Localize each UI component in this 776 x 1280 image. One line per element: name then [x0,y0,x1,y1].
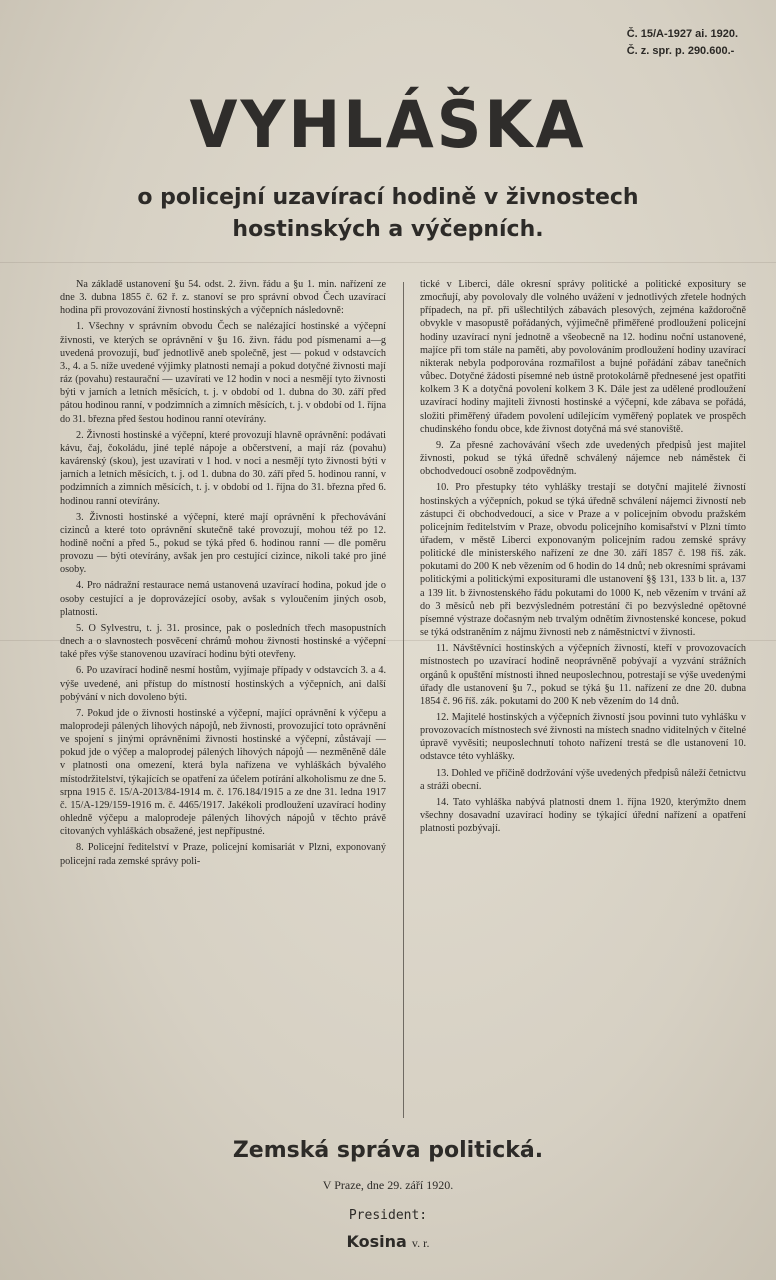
document-title: VYHLÁŠKA [189,86,587,163]
subtitle-line-1: o policejní uzavírací hodině v živnostech [137,185,639,210]
paragraph-2: 2. Živnosti hostinské a výčepní, které provozují hlavně oprávnění: podávati kávu, čaj, čokoládu, jiné teplé nápoje a občerstvení, a mají ráz (povahu) kavárenský (skou), jest uzavírati v 1 hod. v noci a nesmějí tyto živnosti býti v jarních a letních měsících, t. j. od 1. dubna do 30. září před 5. hodinou ranní, v podzimních a zimních měsících, t. j. v období od 1. října do 31. března před 6. hodinou ranní otevírány. [60,429,386,507]
president-label: President: [348,1208,428,1223]
reference-line-1: Č. 15/A-1927 ai. 1920. [626,28,738,40]
paragraph-13: 13. Dohled ve příčině dodržování výše uvedených předpisů náleží četnictvu a stráži obecní. [420,767,746,792]
issuing-authority: Zemská správa politická. [232,1138,544,1163]
subtitle-line-2: hostinských a výčepních. [232,217,544,242]
paragraph-8-continued: tické v Liberci, dále okresní správy politické a politické expositury se zmocňují, aby povolovaly dle volného uvážení v jednotlivých zřetele hodných případech, na př. při ušlechtilých zábavách plesových, zejména každoročně obvykle v masopustě pořádaných, výjimečně přiměřené prodloužení policejní hodiny uzavírací nyní jednotně a všeobecně na 12. hodinu noční ustanovené, majíce při tom stále na paměti, aby povolováním prodloužení hodiny uzavírací nikterak nebyla podporována rozmařilost a bujné pořádání zábav tanečních vůbec. Dotyčné žádosti písemné neb ústně protokolárně přednesené jest opatřiti kolkem 3 K a dotyčná povolení kolkem 3 K. Dále jest za udělené prodloužení uzavírací hodiny majiteli živnosti hostinské a výčepní, kde zábava se pořádá, složiti přiměřený úřadem povolení udílejícím vyměřený poplatek ve prospěch chudinského fondu obce, kde živnost dotyčná má své stanoviště. [420,279,746,435]
paragraph-11: 11. Návštěvníci hostinských a výčepních živností, kteří v provozovacích místnostech po uzavírací hodině neoprávněně pobývají a vyzvání strážních orgánů k opuštění místnosti ihned neuposlechnou, potrestají se výše uvedenými úřady dle ustanovení §u 7., pokud se týká §u 11. nařízení ze dne 20. dubna 1854 č. 96 říš. zák. pokutami do 200 K neb vězením do 14 dnů. [420,643,746,707]
paragraph-5: 5. O Sylvestru, t. j. 31. prosince, pak o posledních třech masopustních dnech a o slavnostech posvěcení chrámů mohou živnosti hostinské a výčepní také přes výše stanovenou uzavírací hodinu býti otevřeny. [60,622,386,661]
reference-line-2: Č. z. spr. p. 290.600.- [626,45,735,57]
signature [0,1232,776,1251]
paragraph-14: 14. Tato vyhláška nabývá platnosti dnem 1. října 1920, kterýmžto dnem všechny dosavadní uzavírací hodiny se týkající úřední nařízení a opatření platnosti pozbývají. [420,796,746,835]
paragraph-12: 12. Majitelé hostinských a výčepních živností jsou povinni tuto vyhlášku v provozovacích místnostech své živnosti na místech snadno viditelných v čitelné úpravě vyvěsiti; neuposlechnutí tohoto nařízení trestá se dle ustanovení 10. odstavce této vyhlášky. [420,712,746,763]
signature-suffix: v. r. [411,1236,430,1250]
paragraph-8: 8. Policejní ředitelství v Praze, policejní komisariát v Plzni, exponovaný policejní rada zemské správy poli- [60,842,386,867]
place-and-date: V Praze, dne 29. září 1920. [322,1178,454,1192]
column-divider [403,282,404,1118]
left-column [60,278,386,1122]
paragraph-7: 7. Pokud jde o živnosti hostinské a výčepní, mající oprávnění k výčepu a maloprodeji pálených lihových nápojů, neb živnosti, provozující toto oprávnění ve spojení s jinými oprávněními živnosti hostinské a výčepní, zůstávají — pokud jde o výčep a maloprodej pálených lihových nápojů — nezměněně dále v platnosti ona omezení, která byla nařízena ve vyhláškách bývalého místodržitelství, týkajících se opatření za účelem potírání alkoholismu ze dne 5. srpna 1915 č. 15/A-2013/84-1914 m. č. 176.184/1915 a ze dne 31. ledna 1917 č. 15/A-129/159-1916 m. č. 4465/1917. Jakékoli prodloužení uzavírací hodiny ohledně výčepu a maloprodeje pálených lihových nápojů v těchto právě citovaných vyhláškách obsažené, jest nepřípustné. [60,707,386,838]
fold-line [0,262,776,263]
paragraph-1: 1. Všechny v správním obvodu Čech se nalézající hostinské a výčepní živnosti, ve kterých se oprávnění v §u 16. živn. řádu pod písmenami a—g uvedená provozují, buď jednotlivě aneb společně, jest — pokud v odstavcích 3., 4. a 5. níže uvedené výjimky platnosti nemají a pokud dotyčné živnosti mají ráz (povahu) restaurační — uzavírati ve 12 hodin v noci a nesmějí tyto živnosti býti v jarních a letních měsících, t. j. v období od 1. dubna do 30. září před pátou hodinou ranní, v podzimních a zimních měsících, t. j. v období od 1. října do 31. března před šestou hodinou ranní otevírány. [60,321,386,425]
reference-numbers [627,26,738,60]
paragraph-9: 9. Za přesné zachovávání všech zde uvedených předpisů jest majitel živnosti, pokud se týká úředně schválený nájemce neb náměstek či obchodvedoucí osobně zodpovědným. [420,439,746,478]
paragraph-6: 6. Po uzavírací hodině nesmí hostům, vyjímaje případy v odstavcích 3. a 4. výše uvedené, ani přístup do místností hostinských a výčepních, ani další pobývání v nich dovoleno býti. [60,665,386,703]
paragraph-10: 10. Pro přestupky této vyhlášky trestají se dotyční majitelé živností hostinských a výčepních, pokud se týká úředně schválení nájemci živností neb zástupci či obchodvedoucí, a sice v Praze a v policejním obvodu pražském policejním ředitelstvím v Praze, obvodu policejního komisařství v Plzni tímto úřadem, v městě Liberci exponovaným policejním radou zemské správy politické dle ministerského nařízení ze dne 30. září 1857 č. 198 říš. zák. pokutami do 200 K neb vězením od 6 hodin do 14 dnů; neb okresními správami politickými a politickými expositurami dle ustanovení §§ 131, 133 b lit. a, 137 a 139 lit. b živnostenského řádu pokutami do 1000 K, neb vězením v trvání až do 3 měsíců neb při bezvýsledném potrestání či po bezvýsledné opětovné písemné výstraze dočasným neb trvalým odnětím živnostenské koncese, pokud se týká odstraněním z nájmu živnosti neb z náměstnictví v živnosti. [420,482,746,639]
paragraph-4: 4. Pro nádražní restaurace nemá ustanovená uzavírací hodina, pokud jde o osoby cestující a je doprovázející osoby, avšak s vyloučením jiných osob, platnosti. [60,580,386,618]
paragraph-3: 3. Živnosti hostinské a výčepní, které mají oprávnění k přechovávání cizinců a které toto oprávnění skutečně také provozují, mohou též po 12. hodině noční a před 5., pokud se týká před 6. hodinou ranní — dle poměru provozu — býti otevírány, avšak jen pro cestující cizince, nikoli také pro jiné osoby. [60,511,386,576]
right-column [420,278,746,1122]
paragraph-intro: Na základě ustanovení §u 54. odst. 2. živn. řádu a §u 1. min. nařízení ze dne 3. dubna 1855 č. 62 ř. z. stanoví se pro správní obvod Čech uzavírací hodina při provozování živností hostinských a výčepních následovně: [60,279,386,317]
body-columns [60,278,746,1122]
document-subtitle [0,182,776,246]
signature-name: Kosina [346,1232,407,1251]
